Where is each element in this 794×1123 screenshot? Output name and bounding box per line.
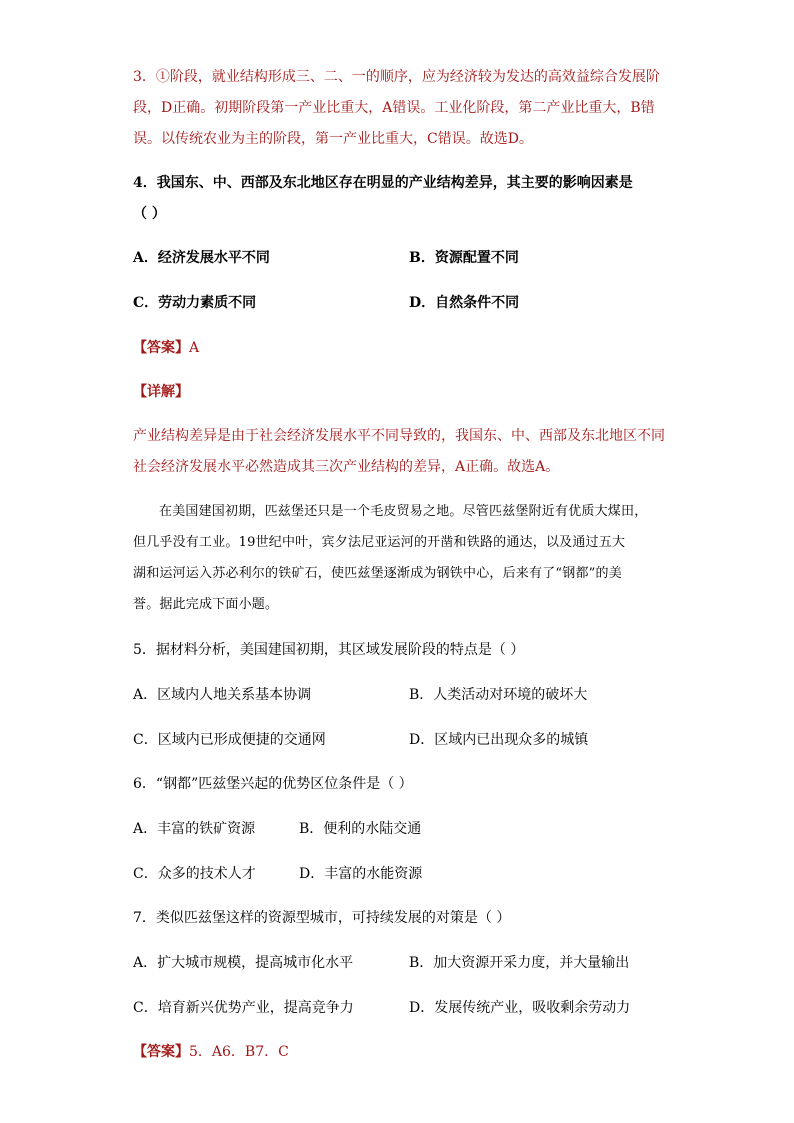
material-line4: 誉。据此完成下面小题。 (133, 597, 279, 612)
q6-option-d: D．丰富的水能资源 (299, 866, 423, 882)
q3-explain-line3: 误。以传统农业为主的阶段，第一产业比重大，C错误。故选D。 (133, 131, 533, 147)
q5-option-a: A．区域内人地关系基本协调 (133, 687, 312, 703)
q7-option-b: B．加大资源开采力度，并大量输出 (409, 955, 630, 971)
q4-answer (133, 338, 199, 358)
q4-option-a: A．经济发展水平不同 (133, 250, 270, 266)
q7-option-c: C．培育新兴优势产业，提高竞争力 (133, 1000, 354, 1016)
q4-stem-line2: （ ） (133, 206, 166, 222)
q5-stem: 5．据材料分析，美国建国初期，其区域发展阶段的特点是（ ） (133, 642, 525, 658)
q4-answer-label: 【答案】 (133, 340, 189, 356)
q4-detail-label: 【详解】 (133, 384, 189, 400)
answers-5-7-text: 5．A6．B7．C (189, 1044, 289, 1060)
q7-option-a: A．扩大城市规模，提高城市化水平 (133, 955, 354, 971)
q3-explain-line1: 3．①阶段，就业结构形成三、二、一的顺序，应为经济较为发达的高效益综合发展阶 (133, 69, 660, 85)
q6-option-a: A．丰富的铁矿资源 (133, 821, 256, 837)
q6-option-c: C．众多的技术人才 (133, 866, 256, 882)
q4-option-d: D．自然条件不同 (409, 295, 520, 311)
q4-detail-line2: 社会经济发展水平必然造成其三次产业结构的差异，A正确。故选A。 (133, 459, 560, 475)
q7-option-d: D．发展传统产业，吸收剩余劳动力 (409, 1000, 631, 1016)
q4-detail-line1: 产业结构差异是由于社会经济发展水平不同导致的，我国东、中、西部及东北地区不同 (133, 428, 665, 444)
q6-stem: 6．“钢都”匹兹堡兴起的优势区位条件是（ ） (133, 776, 413, 792)
q7-stem: 7．类似匹兹堡这样的资源型城市，可持续发展的对策是（ ） (133, 910, 511, 926)
q4-stem-line1: 4．我国东、中、西部及东北地区存在明显的产业结构差异，其主要的影响因素是 (133, 175, 633, 191)
q4-answer-value: A (189, 340, 200, 356)
q6-option-b: B．便利的水陆交通 (299, 821, 422, 837)
answers-5-7 (133, 1042, 289, 1062)
q4-option-c: C．劳动力素质不同 (133, 295, 257, 311)
material-line1: 在美国建国初期，匹兹堡还只是一个毛皮贸易之地。尽管匹兹堡附近有优质大煤田， (159, 504, 648, 519)
q5-option-b: B．人类活动对环境的破坏大 (409, 687, 588, 703)
q3-explain-line2: 段，D正确。初期阶段第一产业比重大，A错误。工业化阶段，第二产业比重大，B错 (133, 100, 655, 116)
q5-option-d: D．区域内已出现众多的城镇 (409, 732, 589, 748)
material-line3: 湖和运河运入苏必利尔的铁矿石，使匹兹堡逐渐成为钢铁中心，后来有了“钢都”的美 (133, 566, 622, 581)
q5-option-c: C．区域内已形成便捷的交通网 (133, 732, 326, 748)
q4-option-b: B．资源配置不同 (409, 250, 519, 266)
answers-5-7-label: 【答案】 (133, 1044, 189, 1060)
material-line2: 但几乎没有工业。19世纪中叶，宾夕法尼亚运河的开凿和铁路的通达，以及通过五大 (133, 535, 626, 550)
